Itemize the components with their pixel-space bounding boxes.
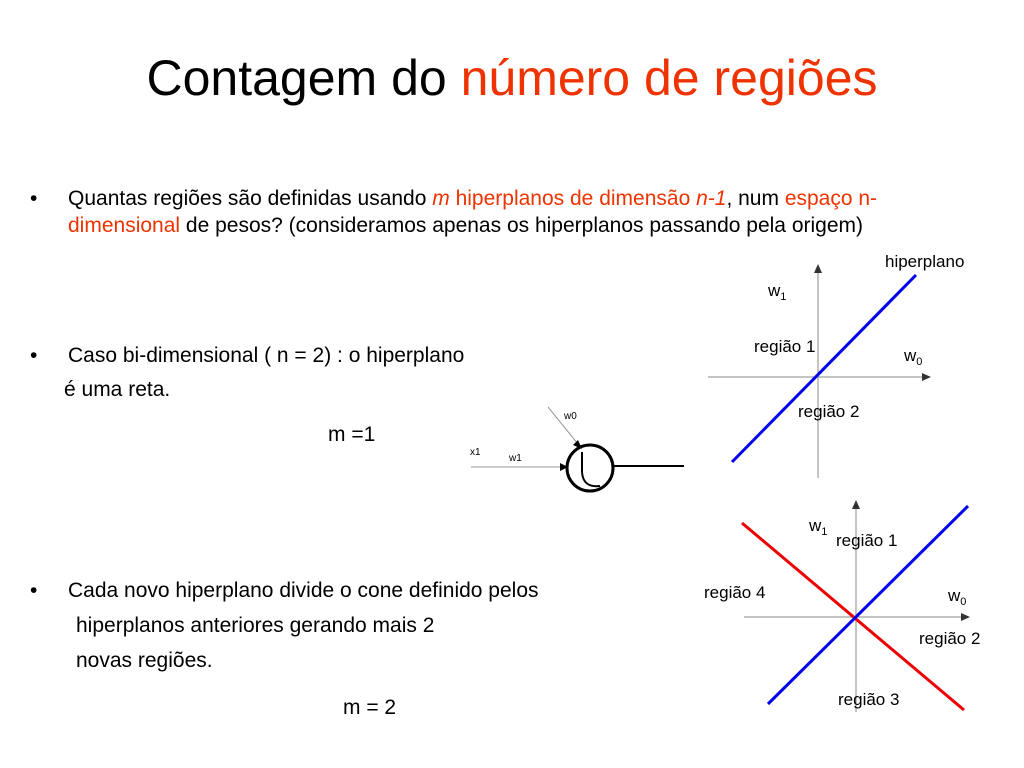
d1-w0-text: w bbox=[904, 346, 917, 365]
bullet-1-part: Quantas regiões são definidas usando bbox=[68, 187, 433, 210]
d1-regiao-1-label: região 1 bbox=[754, 337, 816, 356]
d1-w0-arrowhead bbox=[922, 373, 931, 381]
d1-w1-label bbox=[768, 281, 786, 303]
bullet-1-part: de pesos? (consideramos apenas os hiperplanos passando pela origem) bbox=[180, 214, 863, 237]
bullet-3-line-2: hiperplanos anteriores gerando mais 2 bbox=[76, 614, 435, 637]
bullet-1-part: , num bbox=[726, 187, 785, 210]
bullet-1-text bbox=[68, 185, 908, 239]
d2-regiao-4-label: região 4 bbox=[704, 583, 766, 602]
d2-w0-subscript: 0 bbox=[960, 596, 967, 608]
d1-w0-label bbox=[904, 346, 922, 368]
bullet-1-n-1: n-1 bbox=[696, 187, 727, 210]
d2-w0-label bbox=[948, 586, 966, 608]
title-prefix: Contagem do bbox=[146, 50, 461, 106]
diagram1 bbox=[708, 264, 931, 478]
bullet-1-hiperplanos: hiperplanos de dimensão bbox=[449, 187, 697, 210]
d1-w1-text: w bbox=[768, 281, 781, 300]
bullet-1-m: m bbox=[432, 187, 450, 210]
neuron-step-symbol bbox=[582, 452, 600, 486]
bullet-dot: • bbox=[30, 579, 38, 602]
d2-regiao-3-label: região 3 bbox=[838, 690, 900, 709]
bullet-dot: • bbox=[30, 187, 38, 210]
d2-w1-arrowhead bbox=[852, 500, 860, 509]
bullet-2-line-1: Caso bi-dimensional ( n = 2) : o hiperplano bbox=[68, 344, 465, 367]
bullet-1-espaco: espaço n-dimensional bbox=[68, 187, 878, 237]
d1-hyperplane bbox=[732, 275, 916, 462]
d2-regiao-1-label: região 1 bbox=[836, 531, 898, 550]
d1-regiao-2-label: região 2 bbox=[798, 402, 860, 421]
d1-hiperplano-label: hiperplano bbox=[885, 252, 965, 271]
d1-w1-arrowhead bbox=[814, 264, 822, 273]
d1-w1-subscript: 1 bbox=[780, 291, 787, 303]
neuron-x1-label: x1 bbox=[470, 447, 481, 458]
neuron-w0-label: w0 bbox=[564, 411, 577, 422]
d2-regiao-2-label: região 2 bbox=[919, 629, 981, 648]
d2-w0-text: w bbox=[948, 586, 961, 605]
d2-w1-text: w bbox=[809, 516, 822, 535]
neuron-w1-label: w1 bbox=[509, 453, 522, 464]
neuron-diagram bbox=[471, 407, 684, 491]
title-highlight: número de regiões bbox=[460, 50, 878, 106]
d2-w1-subscript: 1 bbox=[821, 526, 828, 538]
m-equals-2: m = 2 bbox=[343, 696, 397, 719]
d2-w1-label bbox=[809, 516, 827, 538]
m-equals-1: m =1 bbox=[328, 423, 376, 446]
bullet-2-line-2: é uma reta. bbox=[64, 378, 171, 401]
slide-title bbox=[0, 48, 1024, 108]
d1-w0-subscript: 0 bbox=[916, 356, 923, 368]
bullet-dot: • bbox=[30, 344, 38, 367]
bullet-3-line-1: Cada novo hiperplano divide o cone definido pelos bbox=[68, 579, 539, 602]
bullet-3-line-3: novas regiões. bbox=[76, 649, 213, 672]
d2-w0-arrowhead bbox=[961, 613, 970, 621]
